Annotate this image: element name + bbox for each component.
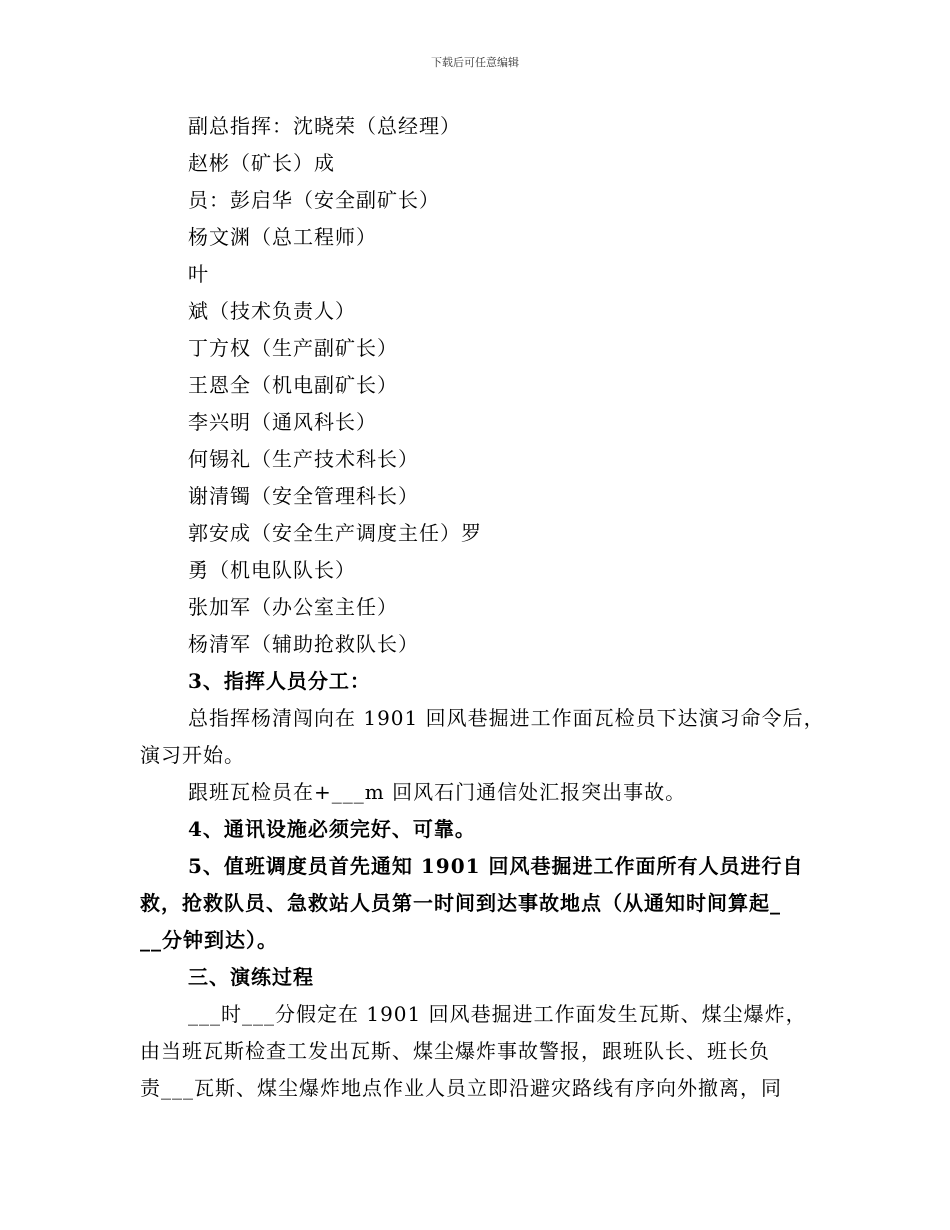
section-three-line2: 由当班瓦斯检查工发出瓦斯、煤尘爆炸事故警报，跟班队长、班长负	[140, 1039, 770, 1063]
personnel-line: 丁方权（生产副矿长）	[188, 336, 398, 360]
personnel-line: 王恩全（机电副矿长）	[188, 373, 398, 397]
personnel-line: 叶	[188, 262, 209, 286]
personnel-line: 李兴明（通风科长）	[188, 410, 377, 434]
section-three-heading: 三、演练过程	[188, 965, 314, 989]
section-three-line1: ___时___分假定在 1901 回风巷掘进工作面发生瓦斯、煤尘爆炸，	[188, 1002, 807, 1026]
personnel-line: 谢清镯（安全管理科长）	[188, 484, 419, 508]
section3-paragraph1-line1: 总指挥杨清闯向在 1901 回风巷掘进工作面瓦检员下达演习命令后，	[188, 706, 825, 730]
personnel-line: 勇（机电队队长）	[188, 558, 356, 582]
section-three-line3: 责___瓦斯、煤尘爆炸地点作业人员立即沿避灾路线有序向外撤离，同	[140, 1076, 782, 1100]
personnel-line: 杨清军（辅助抢救队长）	[188, 632, 419, 656]
section3-heading: 3、指挥人员分工：	[188, 669, 371, 693]
personnel-line: 副总指挥：沈晓荣（总经理）	[188, 114, 461, 138]
personnel-line: 员：彭启华（安全副矿长）	[188, 188, 440, 212]
section3-paragraph2: 跟班瓦检员在+___m 回风石门通信处汇报突出事故。	[188, 780, 687, 804]
section3-paragraph1-line2: 演习开始。	[140, 743, 245, 767]
personnel-line: 赵彬（矿长）成	[188, 151, 335, 175]
personnel-line: 郭安成（安全生产调度主任）罗	[188, 521, 482, 545]
item5-line2: 救，抢救队员、急救站人员第一时间到达事故地点（从通知时间算起_	[140, 891, 781, 915]
personnel-line: 何锡礼（生产技术科长）	[188, 447, 419, 471]
item5-line3: __分钟到达）。	[140, 928, 278, 952]
personnel-line: 斌（技术负责人）	[188, 299, 356, 323]
personnel-line: 张加军（办公室主任）	[188, 595, 398, 619]
personnel-line: 杨文渊（总工程师）	[188, 225, 377, 249]
item4-text: 4、通讯设施必须完好、可靠。	[188, 817, 476, 841]
page-header: 下载后可任意编辑	[431, 56, 519, 69]
item5-line1: 5、值班调度员首先通知 1901 回风巷掘进工作面所有人员进行自	[188, 854, 804, 878]
